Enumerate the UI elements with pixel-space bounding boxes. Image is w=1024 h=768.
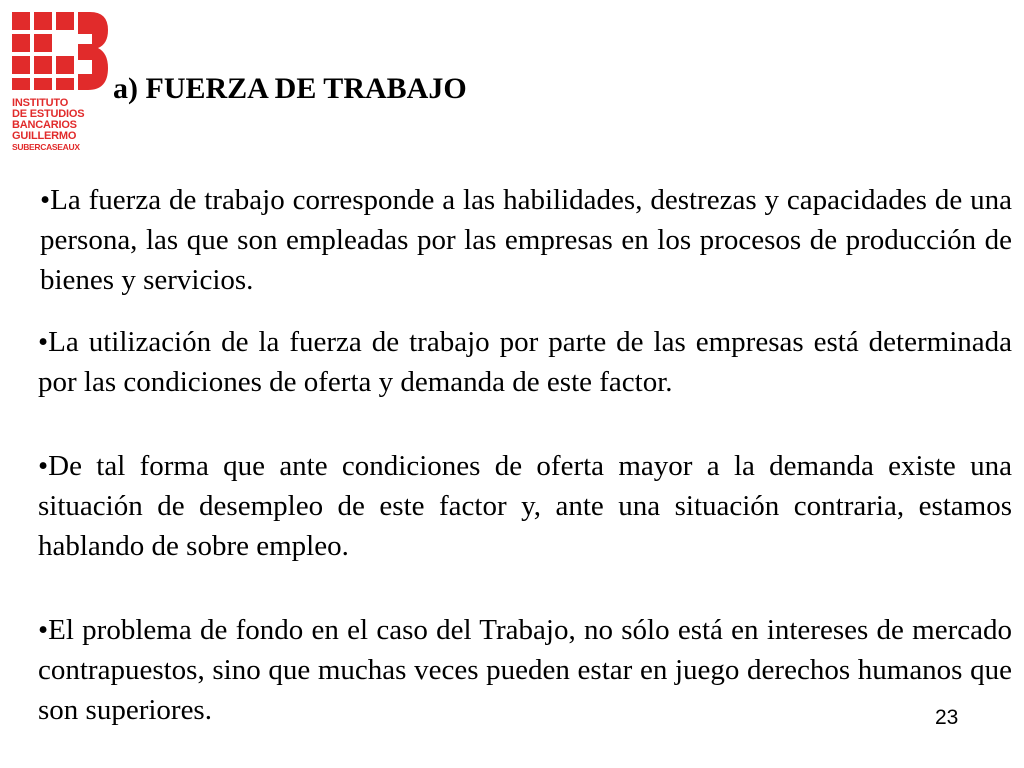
logo-line: BANCARIOS	[12, 119, 77, 131]
logo-line: GUILLERMO	[12, 130, 77, 142]
logo-text	[12, 98, 110, 153]
logo-line: SUBERCASEAUX	[12, 142, 80, 152]
page-number: 23	[935, 706, 959, 729]
slide-title: a) FUERZA DE TRABAJO	[113, 72, 467, 105]
institute-logo	[10, 8, 110, 158]
bullet-paragraph: •La utilización de la fuerza de trabajo por parte de las empresas está determinada por las condiciones de oferta y demanda de este factor.	[38, 326, 1012, 398]
bullet-paragraph: •La fuerza de trabajo corresponde a las habilidades, destrezas y capacidades de una persona, las que son empleadas por las empresas en los procesos de producción de bienes y servicios.	[40, 184, 1012, 296]
bullet-paragraph: •De tal forma que ante condiciones de oferta mayor a la demanda existe una situación de desempleo de este factor y, ante una situación contraria, estamos hablando de sobre empleo.	[38, 450, 1012, 562]
bullet-paragraph: •El problema de fondo en el caso del Trabajo, no sólo está en intereses de mercado contrapuestos, sino que muchas veces pueden estar en juego derechos humanos que son superiores.	[38, 614, 1012, 726]
logo-line: DE ESTUDIOS	[12, 108, 85, 120]
logo-mark-icon	[10, 8, 110, 98]
logo-line: INSTITUTO	[12, 97, 69, 109]
